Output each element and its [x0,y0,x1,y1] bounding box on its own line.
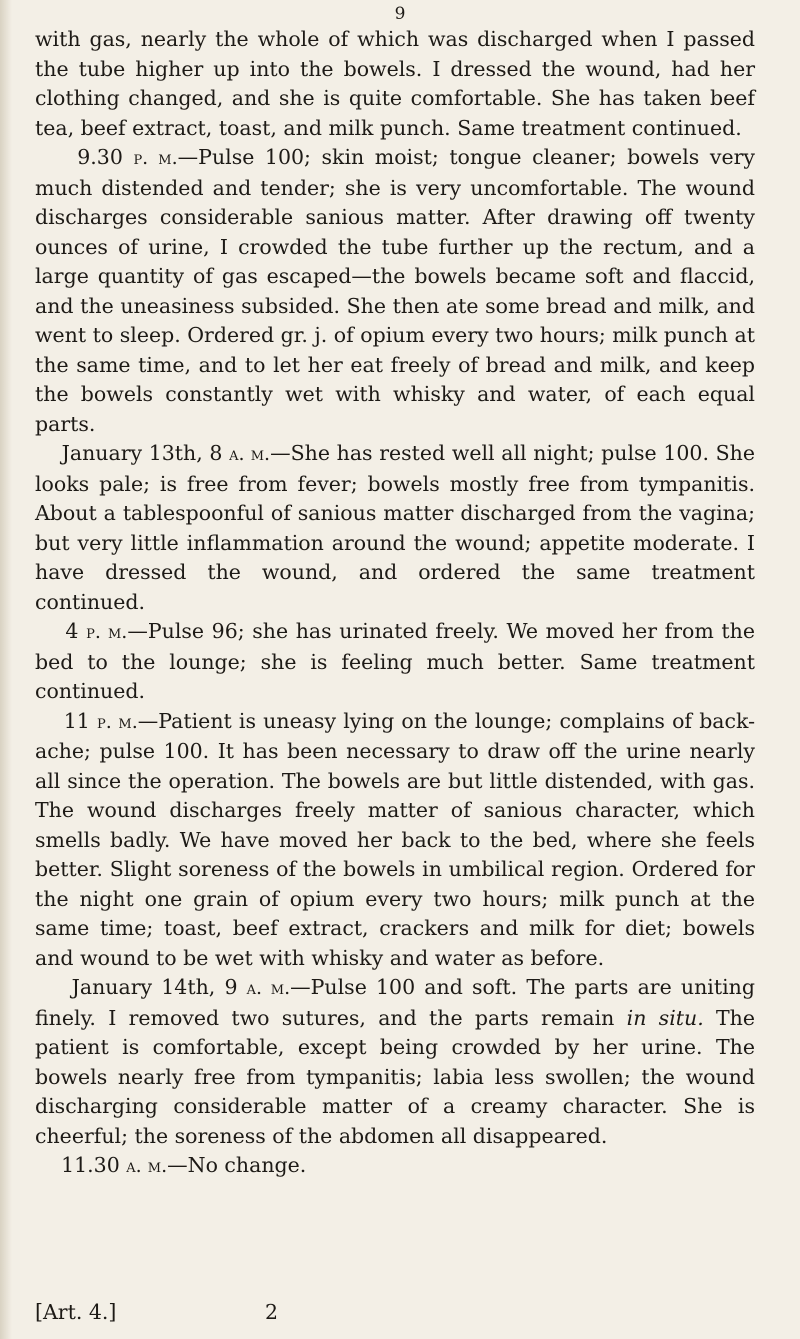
entry-time-period: p. m. [86,621,128,643]
entry-time-period: p. m. [133,147,178,169]
page-number: 9 [394,4,406,24]
italic-phrase: in situ. [626,1005,704,1030]
page-edge-shadow [0,0,12,1339]
paragraph-text: —Pulse 96; she has urinated freely. We moved her from the bed to the lounge; she is feeling much better. Same treatment continued. [35,619,755,703]
paragraph-text: —No change. [167,1153,307,1177]
entry-time: 11 [63,708,97,733]
paragraph-text: with gas, nearly the whole of which was discharged when I passed the tube higher up into the bowels. I dressed the wound, had her clothing changed, and she is quite comfortable. She has taken beef tea, beef extract, toast, and milk punch. Same treatment continued. [35,27,755,140]
paragraph-text: —She has rested well all night; pulse 100. She looks pale; is free from fever; bowels mostly free from tympanitis. About a tablespoonful of sanious matter discharged from the vagina; but very little inflammation around the wound; appetite moderate. I have dressed the wound, and ordered the same treatment continued. [35,441,755,614]
paragraph-text: —Patient is uneasy lying on the lounge; complains of back-ache; pulse 100. It has been necessary to draw off the urine nearly all since the operation. The bowels are but little distended, with gas. The wound discharges freely matter of sanious character, which smells badly. We have moved her back to the bed, where she feels better. Slight soreness of the bowels in umbilical region. Ordered for the night one grain of opium every two hours; milk punch at the same time; toast, beef extract, crackers and milk for diet; bowels and wound to be wet with whisky and water as before. [35,708,756,970]
body-text [35,25,755,1182]
entry-time: 4 [65,619,87,643]
paragraph-entry-jan-14 [35,973,755,1151]
article-label: [Art. 4.] [35,1300,117,1324]
paragraph-entry-9-30-pm [35,143,755,439]
entry-time: January 13th, 8 [61,441,230,465]
paragraph-continuation [35,25,755,143]
paragraph-entry-11-pm [35,707,755,974]
paragraph-entry-jan-13 [35,439,755,617]
paragraph-text: —Pulse 100; skin moist; tongue cleaner; bowels very much distended and tender; she is very uncomfortable. The wound discharges considerable sanious matter. After drawing off twenty ounces of urine, I crowded the tube further up the rectum, and a large quantity of gas escaped—the bowels became soft and flaccid, and the uneasiness subsided. She then ate some bread and milk, and went to sleep. Ordered gr. j. of opium every two hours; milk punch at the same time, and to let her eat freely of bread and milk, and keep the bowels constantly wet with whisky and water, of each equal parts. [35,145,755,436]
paragraph-entry-11-30-am [35,1151,755,1182]
signature-mark: 2 [265,1300,279,1324]
entry-time: January 14th, 9 [71,975,247,999]
entry-time: 9.30 [77,145,134,169]
entry-time-period: a. m. [126,1155,168,1177]
entry-time-period: a. m. [246,977,291,999]
paragraph-text: —Pulse 100 and soft. The parts are uniting finely. I removed two sutures, and the parts remain [35,975,755,1030]
entry-time-period: p. m. [96,710,138,733]
paragraph-text: The patient is comfortable, except being crowded by her urine. The bowels nearly free from tympanitis; labia less swollen; the wound discharging considerable matter of a creamy character. She is cheerful; the soreness of the abdomen all disappeared. [35,1005,755,1148]
entry-time: 11.30 [61,1153,127,1177]
entry-time-period: a. m. [229,443,271,465]
paragraph-entry-4-pm [35,617,755,707]
